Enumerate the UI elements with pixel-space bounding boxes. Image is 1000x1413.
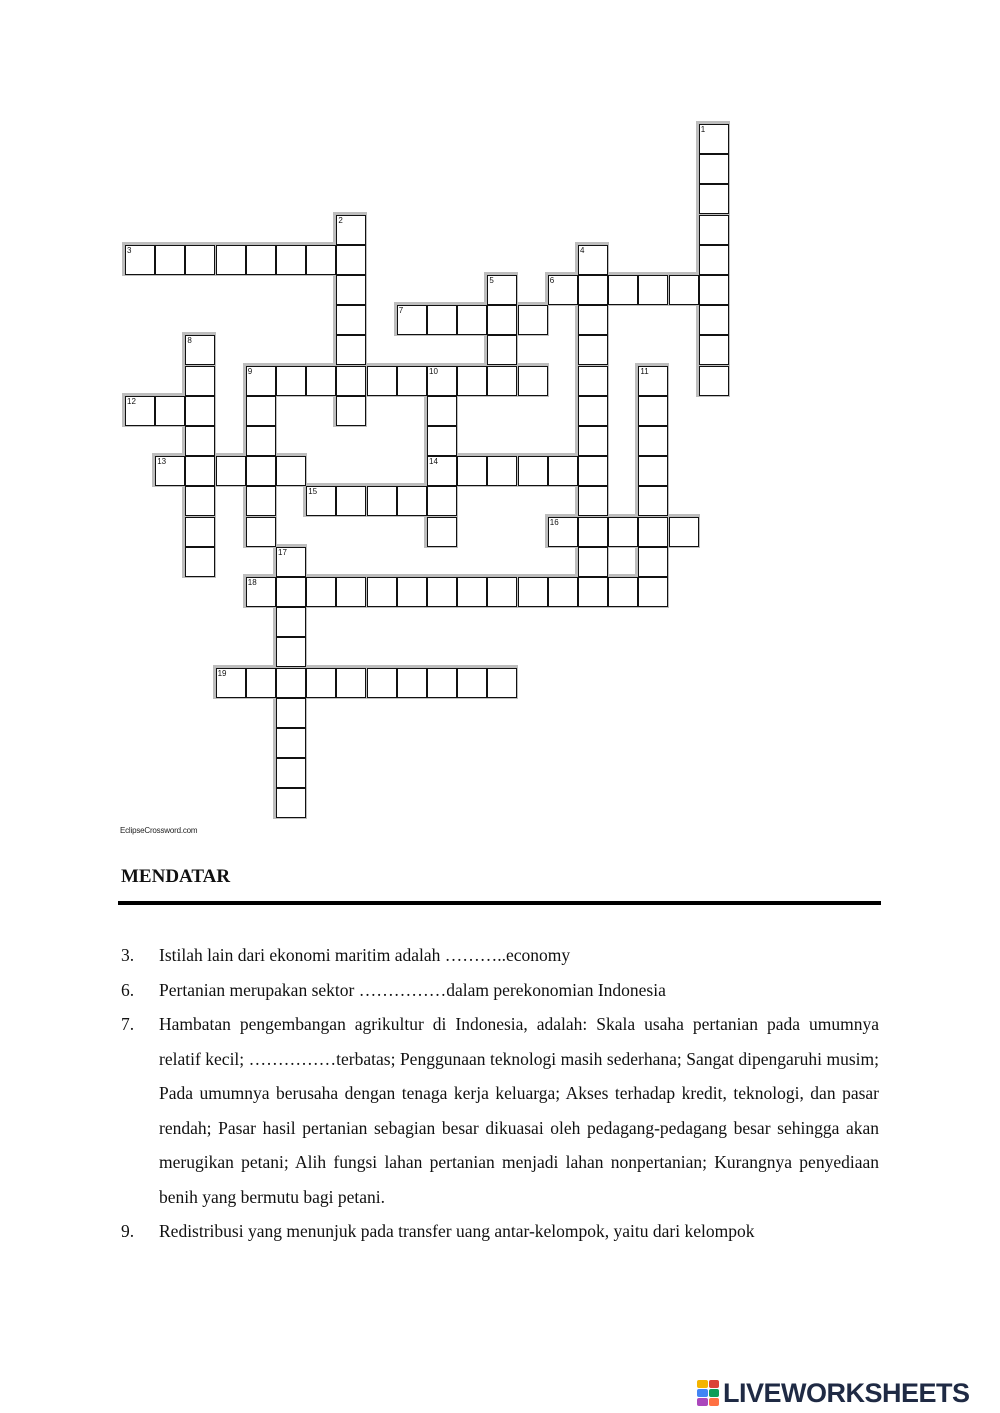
clue-list: [121, 938, 879, 1249]
crossword-cell[interactable]: [699, 245, 729, 275]
crossword-cell[interactable]: [518, 456, 548, 486]
crossword-cell[interactable]: [306, 668, 336, 698]
crossword-cell[interactable]: [397, 668, 427, 698]
crossword-cell[interactable]: [306, 577, 336, 607]
crossword-cell[interactable]: [638, 517, 668, 547]
crossword-cell[interactable]: [427, 517, 457, 547]
crossword-cell[interactable]: [246, 456, 276, 486]
cell-number: 14: [429, 457, 438, 467]
crossword-cell[interactable]: [276, 668, 306, 698]
crossword-cell[interactable]: [246, 245, 276, 275]
crossword-cell[interactable]: [487, 668, 517, 698]
crossword-cell[interactable]: [487, 335, 517, 365]
crossword-cell[interactable]: [276, 637, 306, 667]
cell-number: 12: [127, 396, 136, 406]
crossword-cell[interactable]: [336, 305, 366, 335]
crossword-cell[interactable]: [367, 366, 397, 396]
clue-number: 6.: [121, 979, 135, 1000]
crossword-cell[interactable]: [246, 486, 276, 516]
crossword-cell[interactable]: [185, 396, 215, 426]
cell-number: 15: [308, 487, 318, 497]
crossword-cell[interactable]: [336, 245, 366, 275]
cell-number: 10: [429, 366, 438, 376]
clue-text: Hambatan pengembangan agrikultur di Indonesia, adalah: Skala usaha pertanian pada umumnya relatif kecil; ……………terbatas; Penggunaan teknologi masih sederhana; Sangat dipengaruhi musim; Pada umumnya berusaha dengan tenaga kerja keluarga; Akses terhadap kredit, teknologi, dan pasar rendah; Pasar hasil pertanian sebagian besar dikuasai oleh pedagang-pedagang besar sehingga akan merugikan petani; Alih fungsi lahan pertanian menjadi lahan nonpertanian; Kurangnya penyediaan benih yang bermutu bagi petani.: [159, 1014, 879, 1207]
crossword-cell[interactable]: [578, 396, 608, 426]
crossword-cell[interactable]: [638, 547, 668, 577]
crossword-cell[interactable]: [518, 577, 548, 607]
crossword-cell[interactable]: [699, 335, 729, 365]
crossword-cell[interactable]: [608, 577, 638, 607]
crossword-cell[interactable]: [185, 486, 215, 516]
clue-item: [121, 1214, 879, 1249]
crossword-cell[interactable]: [216, 456, 246, 486]
logo-tile: [709, 1389, 720, 1397]
cell-number: 18: [247, 578, 257, 587]
crossword-cell[interactable]: [578, 456, 608, 486]
crossword-cell[interactable]: [306, 366, 336, 396]
crossword-cell[interactable]: [276, 577, 306, 607]
crossword-cell[interactable]: [578, 275, 608, 305]
crossword-cell[interactable]: [669, 275, 699, 305]
cell-number: 1: [700, 125, 706, 134]
crossword-cell[interactable]: [518, 305, 548, 335]
logo-text: LIVEWORKSHEETS: [723, 1377, 970, 1408]
cell-number: 4: [580, 245, 585, 255]
crossword-cell[interactable]: [487, 305, 517, 335]
crossword-cell[interactable]: [367, 486, 397, 516]
crossword-cell[interactable]: [608, 517, 638, 547]
crossword-cell[interactable]: [699, 215, 729, 245]
clue-number: 9.: [121, 1221, 135, 1241]
crossword-cell[interactable]: [336, 275, 366, 305]
crossword-cell[interactable]: [246, 668, 276, 698]
crossword-cell[interactable]: [246, 396, 276, 426]
cell-number: 5: [489, 276, 494, 285]
cell-number: 19: [217, 668, 227, 678]
crossword-cell[interactable]: [246, 517, 276, 547]
crossword-cell[interactable]: [185, 456, 215, 486]
crossword-cell[interactable]: [548, 577, 578, 607]
crossword-cell[interactable]: [276, 758, 306, 788]
crossword-cell[interactable]: [578, 547, 608, 577]
crossword-cell[interactable]: [336, 366, 366, 396]
crossword-cell[interactable]: [638, 426, 668, 456]
crossword-cell[interactable]: [427, 396, 457, 426]
crossword-cell[interactable]: [155, 396, 185, 426]
crossword-cell[interactable]: [638, 275, 668, 305]
clue-item: [121, 1007, 879, 1214]
crossword-cell[interactable]: [276, 788, 306, 818]
clue-number: 3.: [121, 945, 135, 965]
crossword-cell[interactable]: [699, 184, 729, 214]
crossword-cell[interactable]: [336, 335, 366, 365]
crossword-cell[interactable]: [185, 245, 215, 275]
crossword-cell[interactable]: [487, 577, 517, 607]
crossword-cell[interactable]: [367, 577, 397, 607]
clue-number: 7.: [121, 1014, 135, 1034]
crossword-cell[interactable]: [427, 426, 457, 456]
crossword-cell[interactable]: [578, 305, 608, 335]
crossword-cell[interactable]: [276, 698, 306, 728]
crossword-cell[interactable]: [487, 456, 517, 486]
crossword-cell[interactable]: [306, 245, 336, 275]
crossword-cell[interactable]: [699, 275, 729, 305]
crossword-cell[interactable]: [638, 577, 668, 607]
clue-item: [121, 938, 879, 973]
crossword-cell[interactable]: [578, 517, 608, 547]
crossword-cell[interactable]: [699, 305, 729, 335]
cell-number: 9: [247, 366, 253, 376]
cell-number: 7: [398, 306, 404, 316]
crossword-cell[interactable]: [336, 577, 366, 607]
crossword-cell[interactable]: [246, 426, 276, 456]
clue-text: Istilah lain dari ekonomi maritim adalah ………..economy: [159, 945, 571, 965]
cell-number: 2: [338, 215, 343, 225]
crossword-cell[interactable]: [669, 517, 699, 547]
crossword-cell[interactable]: [518, 366, 548, 396]
section-title: MENDATAR: [121, 866, 231, 887]
crossword-cell[interactable]: [487, 366, 517, 396]
cell-number: 8: [187, 336, 192, 346]
crossword-cell[interactable]: [336, 396, 366, 426]
crossword-cell[interactable]: [548, 456, 578, 486]
crossword-cell[interactable]: [185, 547, 215, 577]
crossword-cell[interactable]: [276, 728, 306, 758]
crossword-cell[interactable]: [367, 668, 397, 698]
crossword-cell[interactable]: [276, 456, 306, 486]
crossword-cell[interactable]: [638, 456, 668, 486]
crossword-cell[interactable]: [578, 366, 608, 396]
crossword-cell[interactable]: [699, 154, 729, 184]
cell-number: 6: [549, 276, 555, 285]
crossword-cell[interactable]: [276, 366, 306, 396]
crossword-cell[interactable]: [638, 486, 668, 516]
crossword-cell[interactable]: [336, 668, 366, 698]
crossword-cell[interactable]: [155, 245, 185, 275]
crossword-cell[interactable]: [608, 275, 638, 305]
crossword-cell[interactable]: [185, 366, 215, 396]
crossword-cell[interactable]: [276, 607, 306, 637]
crossword-cell[interactable]: [578, 426, 608, 456]
crossword-cell[interactable]: [185, 426, 215, 456]
crossword-cell[interactable]: [638, 396, 668, 426]
logo-tile: [697, 1389, 708, 1397]
clue-text: Redistribusi yang menunjuk pada transfer uang antar-kelompok, yaitu dari kelompok: [159, 1221, 755, 1241]
crossword-cell[interactable]: [457, 366, 487, 396]
crossword-cell[interactable]: [427, 486, 457, 516]
logo-tile: [697, 1380, 708, 1388]
section-divider: [118, 901, 881, 905]
crossword-cell[interactable]: [185, 517, 215, 547]
crossword-cell[interactable]: [336, 486, 366, 516]
crossword-cell[interactable]: [457, 456, 487, 486]
crossword-cell[interactable]: [578, 577, 608, 607]
crossword-credit: EclipseCrossword.com: [120, 826, 198, 835]
logo-tile: [697, 1398, 708, 1406]
logo-mark-icon: [697, 1380, 719, 1406]
crossword-cell[interactable]: [699, 366, 729, 396]
cell-number: 3: [127, 245, 132, 255]
crossword-cell[interactable]: [457, 668, 487, 698]
crossword-cell[interactable]: [578, 486, 608, 516]
crossword-cell[interactable]: [427, 305, 457, 335]
crossword-cell[interactable]: [457, 577, 487, 607]
crossword-cell[interactable]: [427, 577, 457, 607]
cell-number: 11: [640, 366, 649, 376]
logo-tile: [709, 1380, 720, 1388]
clue-item: [121, 973, 879, 1008]
crossword-cell[interactable]: [276, 245, 306, 275]
crossword-cell[interactable]: [216, 245, 246, 275]
cell-number: 13: [157, 457, 167, 467]
cell-number: 17: [278, 547, 287, 557]
cell-number: 16: [549, 517, 559, 527]
crossword-cell[interactable]: [397, 486, 427, 516]
clue-text: Pertanian merupakan sektor ……………dalam perekonomian Indonesia: [159, 979, 666, 1000]
crossword-cell[interactable]: [397, 366, 427, 396]
logo-tile: [709, 1398, 720, 1406]
crossword-cell[interactable]: [578, 335, 608, 365]
crossword-cell[interactable]: [427, 668, 457, 698]
liveworksheets-logo: [697, 1378, 970, 1408]
crossword-cell[interactable]: [457, 305, 487, 335]
crossword-cell[interactable]: [397, 577, 427, 607]
